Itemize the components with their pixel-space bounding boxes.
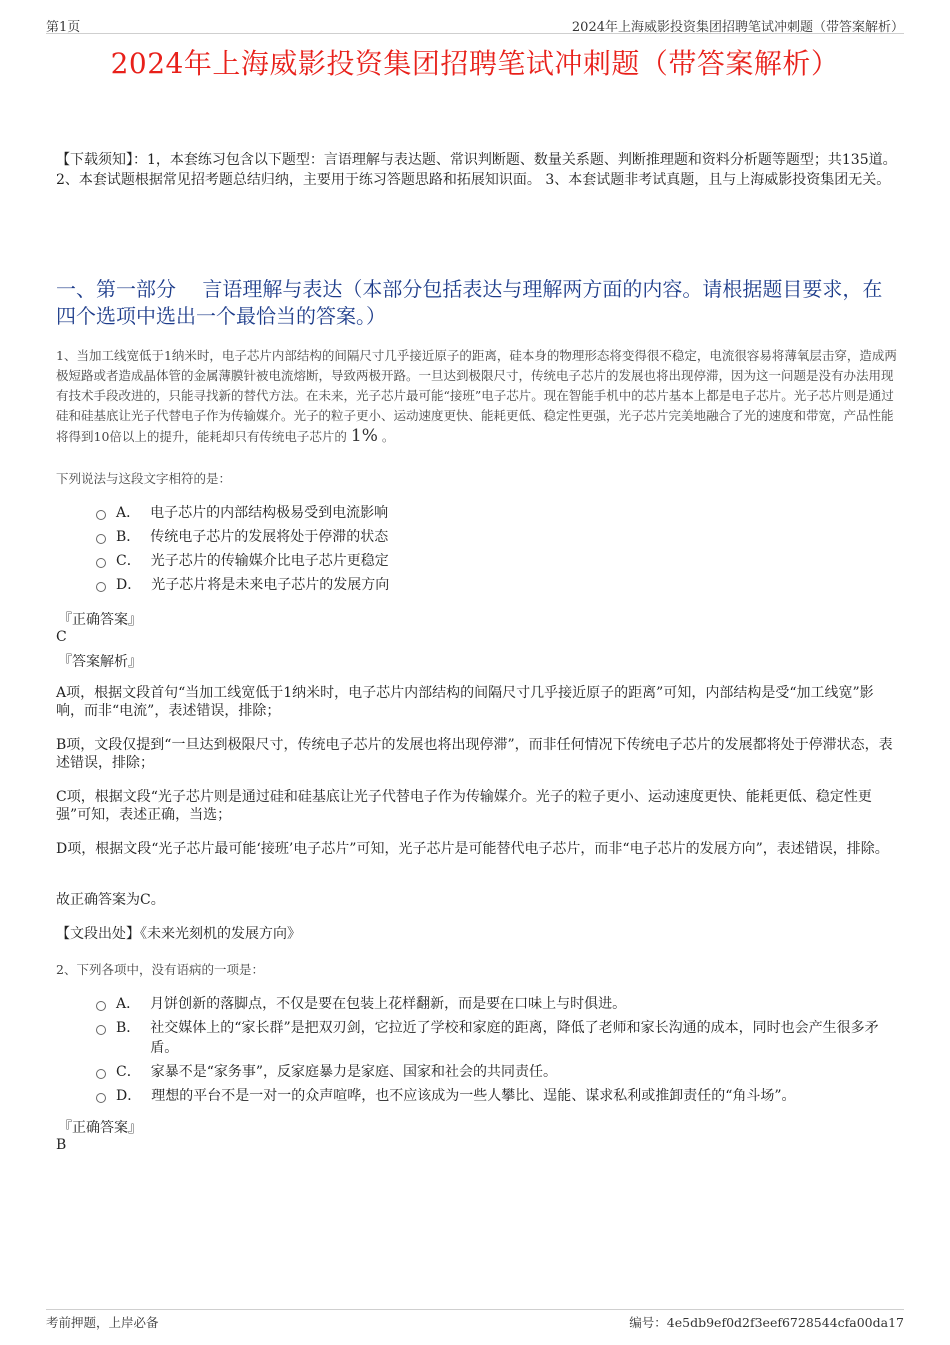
option-c[interactable]: [96, 551, 896, 571]
option-letter: B．: [116, 1020, 141, 1036]
option-a[interactable]: [96, 503, 896, 523]
option-a[interactable]: [96, 994, 896, 1014]
option-text: 社交媒体上的“家长群”是把双刃剑，它拉近了学校和家庭的距离，降低了老师和家长沟通的成本，同时也会产生很多矛盾。: [150, 1020, 879, 1056]
option-text: 光子芯片将是未来电子芯片的发展方向: [151, 577, 390, 593]
option-text: 光子芯片的传输媒介比电子芯片更稳定: [150, 553, 389, 569]
analysis-paragraph: B项，文段仅提到“一旦达到极限尺寸，传统电子芯片的发展也将出现停滞”，而非任何情况下传统电子芯片的发展都将处于停滞状态，表述错误，排除；: [56, 737, 893, 771]
correct-answer-value: C: [56, 629, 67, 645]
footer-serial: 编号：4e5db9ef0d2f3eef6728544cfa00da17: [629, 1315, 904, 1330]
option-letter: C．: [116, 1064, 141, 1080]
option-d[interactable]: [96, 1086, 896, 1106]
option-text: 电子芯片的内部结构极易受到电流影响: [150, 505, 389, 521]
analysis-label: 『答案解析』: [58, 654, 142, 670]
option-letter: C．: [116, 553, 141, 569]
question-1-options: [96, 503, 896, 595]
radio-icon[interactable]: [96, 1025, 106, 1035]
header-divider: [46, 33, 904, 34]
question-2-prompt: 2、下列各项中，没有语病的一项是：: [56, 962, 264, 977]
passage-text: 1、当加工线宽低于1纳米时，电子芯片内部结构的间隔尺寸几乎接近原子的距离，硅本身的物理形态将变得很不稳定，电流很容易将薄氧层击穿，造成两极短路或者造成晶体管的金属薄膜针被电流熔断，导致两极开路。一旦达到极限尺寸，传统电子芯片的发展也将出现停滞，因为这一问题是没有办法用现有技术手段改进的，只能寻找新的替代方法。在未来，光子芯片最可能“接班”电子芯片。现在智能手机中的芯片基本上都是电子芯片。光子芯片则是通过硅和硅基底让光子代替电子作为传输媒介。光子的粒子更小、运动速度更快、能耗更低、稳定性更强，光子芯片完美地融合了光的速度和带宽，产品性能将得到10倍以上的提升，能耗却只有传统电子芯片的: [56, 348, 897, 444]
radio-icon[interactable]: [96, 558, 106, 568]
option-c[interactable]: [96, 1062, 896, 1082]
radio-icon[interactable]: [96, 534, 106, 544]
page-number: 第1页: [46, 20, 81, 35]
analysis-paragraph: C项，根据文段“光子芯片则是通过硅和硅基底让光子代替电子作为传输媒介。光子的粒子更小、运动速度更快、能耗更低、稳定性更强”可知，表述正确，当选；: [56, 789, 872, 823]
question-1-prompt: 下列说法与这段文字相符的是：: [56, 471, 232, 486]
passage-end: 。: [381, 429, 395, 444]
analysis-conclusion: 故正确答案为C。: [56, 892, 165, 908]
radio-icon[interactable]: [96, 582, 106, 592]
analysis-paragraph: A项，根据文段首句“当加工线宽低于1纳米时，电子芯片内部结构的间隔尺寸几乎接近原子的距离”可知，内部结构是受“加工线宽”影响，而非“电流”，表述错误，排除；: [56, 685, 874, 719]
option-letter: D．: [116, 577, 142, 593]
download-notice: 【下载须知】：1，本套练习包含以下题型：言语理解与表达题、常识判断题、数量关系题、判断推理题和资料分析题等题型；共135道。 2、本套试题根据常见招考题总结归纳，主要用于练习答题思路和拓展知识面。 3、本套试题非考试真题，且与上海威影投资集团无关。: [56, 152, 897, 188]
option-text: 传统电子芯片的发展将处于停滞的状态: [150, 529, 389, 545]
correct-answer-value: B: [56, 1137, 67, 1153]
header-doc-title: 2024年上海威影投资集团招聘笔试冲刺题（带答案解析）: [571, 20, 904, 35]
question-1-passage: [56, 346, 898, 447]
section-heading: 一、第一部分 言语理解与表达（本部分包括表达与理解两方面的内容。请根据题目要求，在四个选项中选出一个最恰当的答案。）: [56, 277, 883, 328]
option-b[interactable]: [96, 1018, 896, 1058]
analysis-paragraph: D项，根据文段“光子芯片最可能‘接班’电子芯片”可知，光子芯片是可能替代电子芯片，而非“电子芯片的发展方向”，表述错误，排除。: [56, 841, 889, 857]
radio-icon[interactable]: [96, 1093, 106, 1103]
correct-answer-label: 『正确答案』: [58, 612, 142, 628]
page-title: 2024年上海威影投资集团招聘笔试冲刺题（带答案解析）: [110, 47, 840, 80]
radio-icon[interactable]: [96, 510, 106, 520]
percent-value: 1%: [350, 426, 378, 446]
passage-source: 【文段出处】《未来光刻机的发展方向》: [56, 926, 301, 942]
correct-answer-label: 『正确答案』: [58, 1120, 142, 1136]
option-b[interactable]: [96, 527, 896, 547]
option-text: 理想的平台不是一对一的众声喧哗，也不应该成为一些人攀比、逞能、谋求私利或推卸责任的“角斗场”。: [151, 1088, 796, 1104]
option-text: 月饼创新的落脚点，不仅是要在包装上花样翻新，而是要在口味上与时俱进。: [150, 996, 627, 1012]
radio-icon[interactable]: [96, 1069, 106, 1079]
option-letter: B．: [116, 529, 141, 545]
option-text: 家暴不是“家务事”，反家庭暴力是家庭、国家和社会的共同责任。: [150, 1064, 558, 1080]
radio-icon[interactable]: [96, 1001, 106, 1011]
option-letter: A．: [116, 505, 141, 521]
option-d[interactable]: [96, 575, 896, 595]
option-letter: D．: [116, 1088, 142, 1104]
question-2-options: [96, 994, 896, 1106]
option-letter: A．: [116, 996, 141, 1012]
footer-divider: [46, 1309, 904, 1310]
footer-slogan: 考前押题，上岸必备: [46, 1315, 159, 1330]
